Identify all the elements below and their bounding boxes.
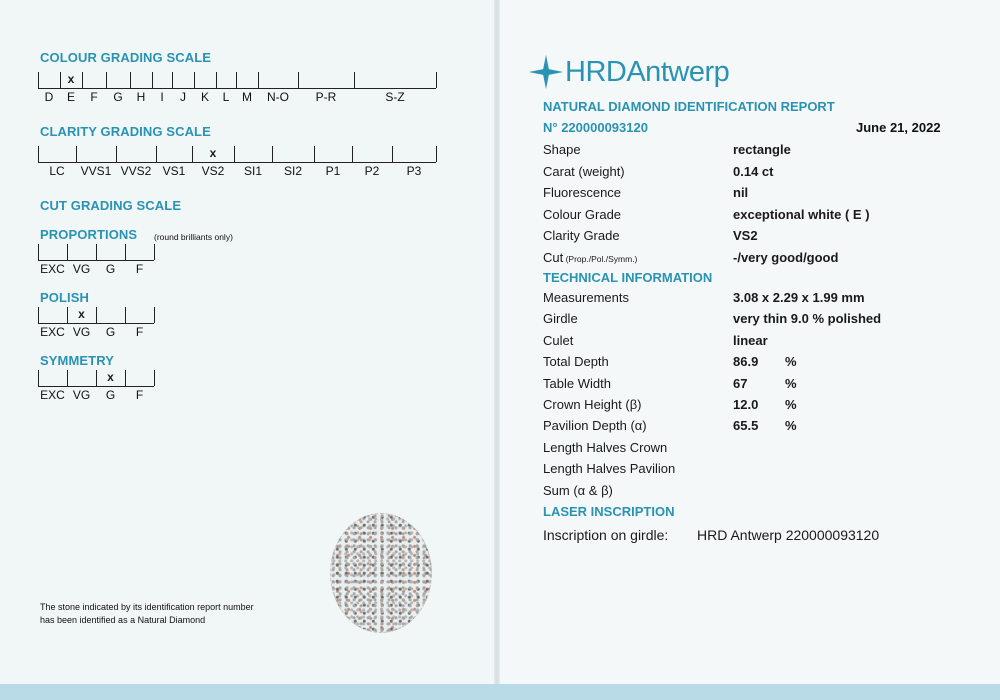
- tech-field-label: Measurements: [543, 290, 629, 305]
- inscription-row: [543, 527, 880, 543]
- clarity-scale: [38, 146, 436, 178]
- symmetry-scale: [38, 370, 154, 402]
- scale-grade-label: EXC: [40, 262, 65, 276]
- tech-field-label: Table Width: [543, 375, 611, 391]
- laser-title: LASER INSCRIPTION: [543, 504, 675, 519]
- scale-grade-label: G: [105, 325, 116, 339]
- inscription-label: Inscription on girdle:: [543, 527, 669, 543]
- ident-field-value: rectangle: [733, 142, 791, 157]
- report-date: June 21, 2022: [856, 120, 941, 135]
- scale-tick: [96, 244, 97, 260]
- symmetry-title: SYMMETRY: [40, 353, 114, 368]
- scale-grade-label: E: [66, 90, 76, 104]
- scale-mark: x: [209, 146, 217, 160]
- scale-tick: [298, 72, 299, 88]
- technical-title: TECHNICAL INFORMATION: [543, 270, 713, 285]
- scale-tick: [67, 307, 68, 323]
- page-fold: [494, 0, 500, 700]
- scale-grade-label: F: [90, 90, 98, 104]
- scale-tick: [258, 72, 259, 88]
- scale-grade-label: VS1: [162, 164, 186, 178]
- scale-tick: [216, 72, 217, 88]
- scale-grade-label: F: [135, 388, 144, 402]
- scale-grade-label: P-R: [315, 90, 337, 104]
- scale-grade-label: EXC: [40, 388, 65, 402]
- scale-mark: x: [78, 307, 85, 321]
- scale-tick: [194, 72, 195, 88]
- scale-tick: [352, 146, 353, 162]
- tech-field-value: linear: [733, 332, 768, 348]
- scale-grade-label: P1: [325, 164, 341, 178]
- tech-field-label: Culet: [543, 332, 574, 348]
- scale-tick: [154, 244, 155, 260]
- scale-grade-label: SI2: [283, 164, 303, 178]
- report-number: N° 220000093120: [543, 120, 648, 135]
- scale-grade-label: VS2: [201, 164, 225, 178]
- scale-grade-label: SI1: [243, 164, 263, 178]
- scale-tick: [125, 307, 126, 323]
- scale-tick: [154, 370, 155, 386]
- tech-field-label: Pavilion Depth (α): [543, 418, 647, 434]
- ident-field-label: Fluorescence: [543, 185, 622, 201]
- hrd-logo: [527, 52, 729, 92]
- scale-grade-label: G: [105, 262, 116, 276]
- colour-scale: [38, 72, 436, 104]
- tech-field-unit: %: [785, 418, 797, 434]
- tech-field-value: 86.9: [733, 354, 759, 370]
- ident-field-value: nil: [733, 185, 749, 201]
- star-icon: [527, 53, 565, 91]
- tech-field-label: Crown Height (β): [543, 397, 642, 412]
- scale-grade-label: VG: [72, 325, 91, 339]
- scale-grade-label: G: [113, 90, 123, 104]
- scale-grade-label: LC: [49, 164, 65, 178]
- scale-grade-label: N-O: [267, 90, 289, 104]
- tech-field-label: Girdle: [543, 311, 578, 327]
- tech-field-label: Sum (α & β): [543, 482, 613, 498]
- scale-tick: [392, 146, 393, 162]
- tech-field-unit: %: [785, 397, 797, 412]
- scale-grade-label: EXC: [40, 325, 65, 339]
- scale-tick: [272, 146, 273, 162]
- scale-grade-label: J: [180, 90, 186, 104]
- scale-grade-label: G: [105, 388, 116, 402]
- polish-scale: [38, 307, 154, 339]
- scale-tick: [76, 146, 77, 162]
- scale-grade-label: H: [136, 90, 146, 104]
- tech-field-unit: %: [785, 354, 797, 370]
- scale-grade-label: S-Z: [385, 90, 405, 104]
- scale-grade-label: K: [200, 90, 210, 104]
- scale-tick: [130, 72, 131, 88]
- tech-field-label: Length Halves Crown: [543, 439, 668, 455]
- scale-grade-label: VVS1: [80, 164, 112, 178]
- polish-title: POLISH: [40, 290, 89, 305]
- clarity-scale-title: CLARITY GRADING SCALE: [40, 124, 211, 139]
- ident-field-label: Shape: [543, 142, 581, 157]
- scale-tick: [154, 307, 155, 323]
- scale-grade-label: I: [160, 90, 164, 104]
- ident-field-value: VS2: [733, 228, 758, 244]
- tech-field-value: 12.0: [733, 397, 759, 412]
- scale-grade-label: M: [242, 90, 252, 104]
- scale-tick: [38, 146, 39, 162]
- scale-tick: [116, 146, 117, 162]
- scale-tick: [172, 72, 173, 88]
- tech-field-label: Total Depth: [543, 354, 609, 370]
- scale-grade-label: VG: [72, 388, 91, 402]
- scale-grade-label: F: [135, 262, 144, 276]
- scale-tick: [156, 146, 157, 162]
- scale-tick: [152, 72, 153, 88]
- ident-field-value: exceptional white ( E ): [733, 206, 870, 222]
- scale-tick: [436, 146, 437, 162]
- scale-tick: [96, 370, 97, 386]
- scale-tick: [314, 146, 315, 162]
- scale-mark: x: [67, 72, 75, 86]
- ident-field-label: Clarity Grade: [543, 228, 620, 244]
- scale-tick: [38, 244, 39, 260]
- scale-grade-label: VG: [72, 262, 91, 276]
- scale-tick: [354, 72, 355, 88]
- inscription-value: HRD Antwerp 220000093120: [697, 527, 880, 543]
- ident-field-label: Cut (Prop./Pol./Symm.): [543, 250, 638, 265]
- scale-mark: x: [107, 370, 114, 384]
- scale-tick: [82, 72, 83, 88]
- tech-field-value: 65.5: [733, 418, 759, 434]
- scale-tick: [192, 146, 193, 162]
- ident-field-value: -/very good/good: [733, 250, 839, 265]
- scale-tick: [234, 146, 235, 162]
- ident-field-label: Colour Grade: [543, 206, 622, 222]
- ident-field-sublabel: (Prop./Pol./Symm.): [563, 254, 638, 264]
- scale-grade-label: D: [44, 90, 54, 104]
- scale-tick: [96, 307, 97, 323]
- scale-tick: [67, 244, 68, 260]
- scale-tick: [236, 72, 237, 88]
- proportions-scale: [38, 244, 154, 276]
- scale-grade-label: P3: [406, 164, 422, 178]
- scale-tick: [125, 370, 126, 386]
- diamond-scan-image: [330, 513, 432, 633]
- logo-text: HRDAntwerp: [565, 55, 730, 88]
- scale-grade-label: F: [135, 325, 144, 339]
- scale-tick: [125, 244, 126, 260]
- scale-tick: [60, 72, 61, 88]
- tech-field-value: 3.08 x 2.29 x 1.99 mm: [733, 290, 865, 305]
- report-title: NATURAL DIAMOND IDENTIFICATION REPORT: [543, 99, 835, 114]
- tech-field-unit: %: [785, 375, 797, 391]
- scale-grade-label: P2: [364, 164, 380, 178]
- proportions-title: PROPORTIONS: [40, 227, 138, 242]
- footnote-line2: has been identified as a Natural Diamond: [40, 615, 206, 625]
- scale-tick: [38, 72, 39, 88]
- scale-tick: [38, 370, 39, 386]
- scale-tick: [38, 307, 39, 323]
- footnote-line1: The stone indicated by its identification report number: [40, 602, 254, 612]
- tech-field-value: very thin 9.0 % polished: [733, 311, 882, 327]
- scale-tick: [436, 72, 437, 88]
- colour-scale-title: COLOUR GRADING SCALE: [40, 50, 211, 65]
- scale-tick: [106, 72, 107, 88]
- tech-field-label: Length Halves Pavilion: [543, 461, 676, 477]
- ident-field-label: Carat (weight): [543, 163, 625, 179]
- scale-tick: [67, 370, 68, 386]
- scale-grade-label: L: [222, 90, 230, 104]
- proportions-note: (round brilliants only): [154, 232, 233, 242]
- tech-field-value: 67: [733, 375, 748, 391]
- bottom-strip: [0, 684, 1000, 700]
- cut-scale-title: CUT GRADING SCALE: [40, 198, 182, 213]
- ident-field-value: 0.14 ct: [733, 163, 774, 179]
- scale-grade-label: VVS2: [120, 164, 152, 178]
